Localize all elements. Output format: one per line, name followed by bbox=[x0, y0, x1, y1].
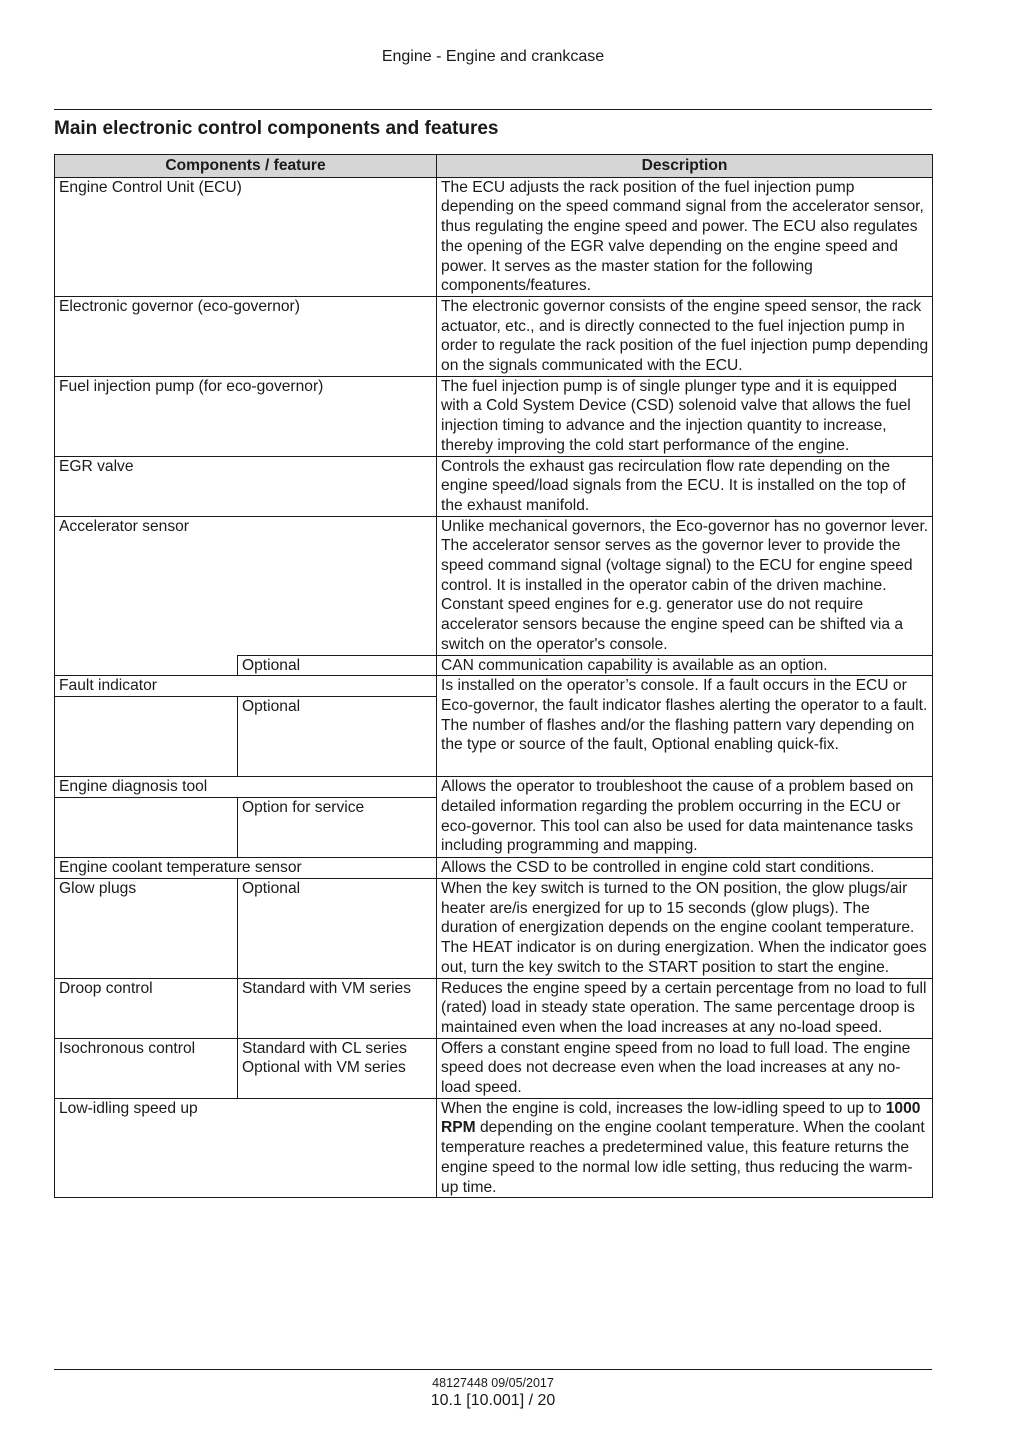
option-line: Optional with VM series bbox=[242, 1059, 406, 1077]
component-cell: Fault indicator bbox=[55, 676, 238, 697]
description-text: When the engine is cold, increases the low-idling speed to up to bbox=[441, 1099, 886, 1117]
header-description: Description bbox=[437, 155, 933, 178]
footer-rule bbox=[54, 1369, 932, 1370]
option-cell: Option for service bbox=[238, 798, 437, 858]
description-cell: CAN communication capability is available as an option. bbox=[437, 655, 933, 676]
table-row bbox=[55, 376, 933, 456]
component-cell: Engine coolant temperature sensor bbox=[55, 858, 437, 879]
header-components: Components / feature bbox=[55, 155, 437, 178]
section-title: Main electronic control components and features bbox=[54, 118, 499, 139]
description-cell: Unlike mechanical governors, the Eco-governor has no governor lever. The accelerator sensor serves as the governor lever to provide the speed command signal (voltage signal) to the ECU for engine speed control. It is installed in the operator cabin of the driven machine. Constant speed engines for e.g. generator use do not require accelerator sensors because the engine speed can be shifted via a switch on the operator's console. bbox=[437, 516, 933, 655]
description-cell: Controls the exhaust gas recirculation flow rate depending on the engine speed/load signals from the ECU. It is installed on the top of the exhaust manifold. bbox=[437, 456, 933, 516]
option-cell bbox=[238, 1038, 437, 1098]
description-cell: Reduces the engine speed by a certain percentage from no load to full (rated) load in steady state operation. The same percentage droop is maintained even when the load increases at any no-load speed. bbox=[437, 978, 933, 1038]
table-row bbox=[55, 878, 933, 978]
table-row bbox=[55, 1098, 933, 1198]
component-cell: Droop control bbox=[55, 978, 238, 1038]
table-row bbox=[55, 1038, 933, 1098]
option-cell: Optional bbox=[238, 655, 437, 676]
empty-cell bbox=[55, 655, 238, 676]
component-cell: Engine Control Unit (ECU) bbox=[55, 177, 437, 296]
empty-cell bbox=[238, 777, 437, 798]
component-cell: Low-idling speed up bbox=[55, 1098, 437, 1198]
footer-page-number: 10.1 [10.001] / 20 bbox=[430, 1392, 556, 1409]
table-header-row bbox=[55, 155, 933, 178]
table-row bbox=[55, 296, 933, 376]
table-row bbox=[55, 858, 933, 879]
description-cell: The ECU adjusts the rack position of the fuel injection pump depending on the speed command signal from the accelerator sensor, thus regulating the engine speed and power. The ECU also regulates the opening of the EGR valve depending on the engine speed and power. It serves as the master station for the following components/features. bbox=[437, 177, 933, 296]
table-row bbox=[55, 777, 933, 798]
component-cell: Glow plugs bbox=[55, 878, 238, 978]
description-cell bbox=[437, 1098, 933, 1198]
component-cell: Fuel injection pump (for eco-governor) bbox=[55, 376, 437, 456]
description-cell: Offers a constant engine speed from no load to full load. The engine speed does not decrease even when the load increases at any no-load speed. bbox=[437, 1038, 933, 1098]
header-rule bbox=[54, 109, 932, 110]
option-cell: Optional bbox=[238, 878, 437, 978]
description-text: depending on the engine coolant temperature. When the coolant temperature reaches a predetermined value, this feature returns the engine speed to the normal low idle setting, thus reducing the warm-up time. bbox=[441, 1119, 925, 1196]
page-header-title: Engine - Engine and crankcase bbox=[381, 48, 605, 65]
description-cell: Allows the operator to troubleshoot the cause of a problem based on detailed information regarding the problem occurring in the ECU or eco-governor. This tool can also be used for data maintenance tasks including programming and mapping. bbox=[437, 777, 933, 858]
table-row bbox=[55, 676, 933, 697]
component-cell: Electronic governor (eco-governor) bbox=[55, 296, 437, 376]
component-cell: Engine diagnosis tool bbox=[55, 777, 238, 798]
description-cell: Is installed on the operator’s console. If a fault occurs in the ECU or Eco-governor, the fault indicator flashes alerting the operator to a fault. The number of flashes and/or the flashing pattern vary depending on the type or source of the fault, Optional enabling quick-fix. bbox=[437, 676, 933, 777]
empty-cell bbox=[238, 676, 437, 697]
component-cell: Isochronous control bbox=[55, 1038, 238, 1098]
table-row bbox=[55, 177, 933, 296]
components-table bbox=[54, 154, 933, 1198]
option-cell: Optional bbox=[238, 697, 437, 777]
component-cell: Accelerator sensor bbox=[55, 516, 437, 655]
table-row bbox=[55, 978, 933, 1038]
option-line: Standard with CL series bbox=[242, 1039, 407, 1057]
table-row bbox=[55, 516, 933, 655]
component-cell: EGR valve bbox=[55, 456, 437, 516]
empty-cell bbox=[55, 798, 238, 858]
description-cell: The electronic governor consists of the engine speed sensor, the rack actuator, etc., and is directly connected to the fuel injection pump in order to regulate the rack position of the fuel injection pump depending on the signals communicated with the ECU. bbox=[437, 296, 933, 376]
description-cell: Allows the CSD to be controlled in engine cold start conditions. bbox=[437, 858, 933, 879]
description-bold-text: 1000 RPM bbox=[441, 1099, 921, 1137]
table-row bbox=[55, 456, 933, 516]
empty-cell bbox=[55, 697, 238, 777]
footer-doc-code: 48127448 09/05/2017 bbox=[432, 1376, 554, 1390]
table-row bbox=[55, 655, 933, 676]
description-cell: When the key switch is turned to the ON position, the glow plugs/air heater are/is energized for up to 15 seconds (glow plugs). The duration of energization depends on the engine coolant temperature. The HEAT indicator is on during energization. When the indicator goes out, turn the key switch to the START position to start the engine. bbox=[437, 878, 933, 978]
option-cell: Standard with VM series bbox=[238, 978, 437, 1038]
description-cell: The fuel injection pump is of single plunger type and it is equipped with a Cold System Device (CSD) solenoid valve that allows the fuel injection timing to advance and the injection quantity to increase, thereby improving the cold start performance of the engine. bbox=[437, 376, 933, 456]
